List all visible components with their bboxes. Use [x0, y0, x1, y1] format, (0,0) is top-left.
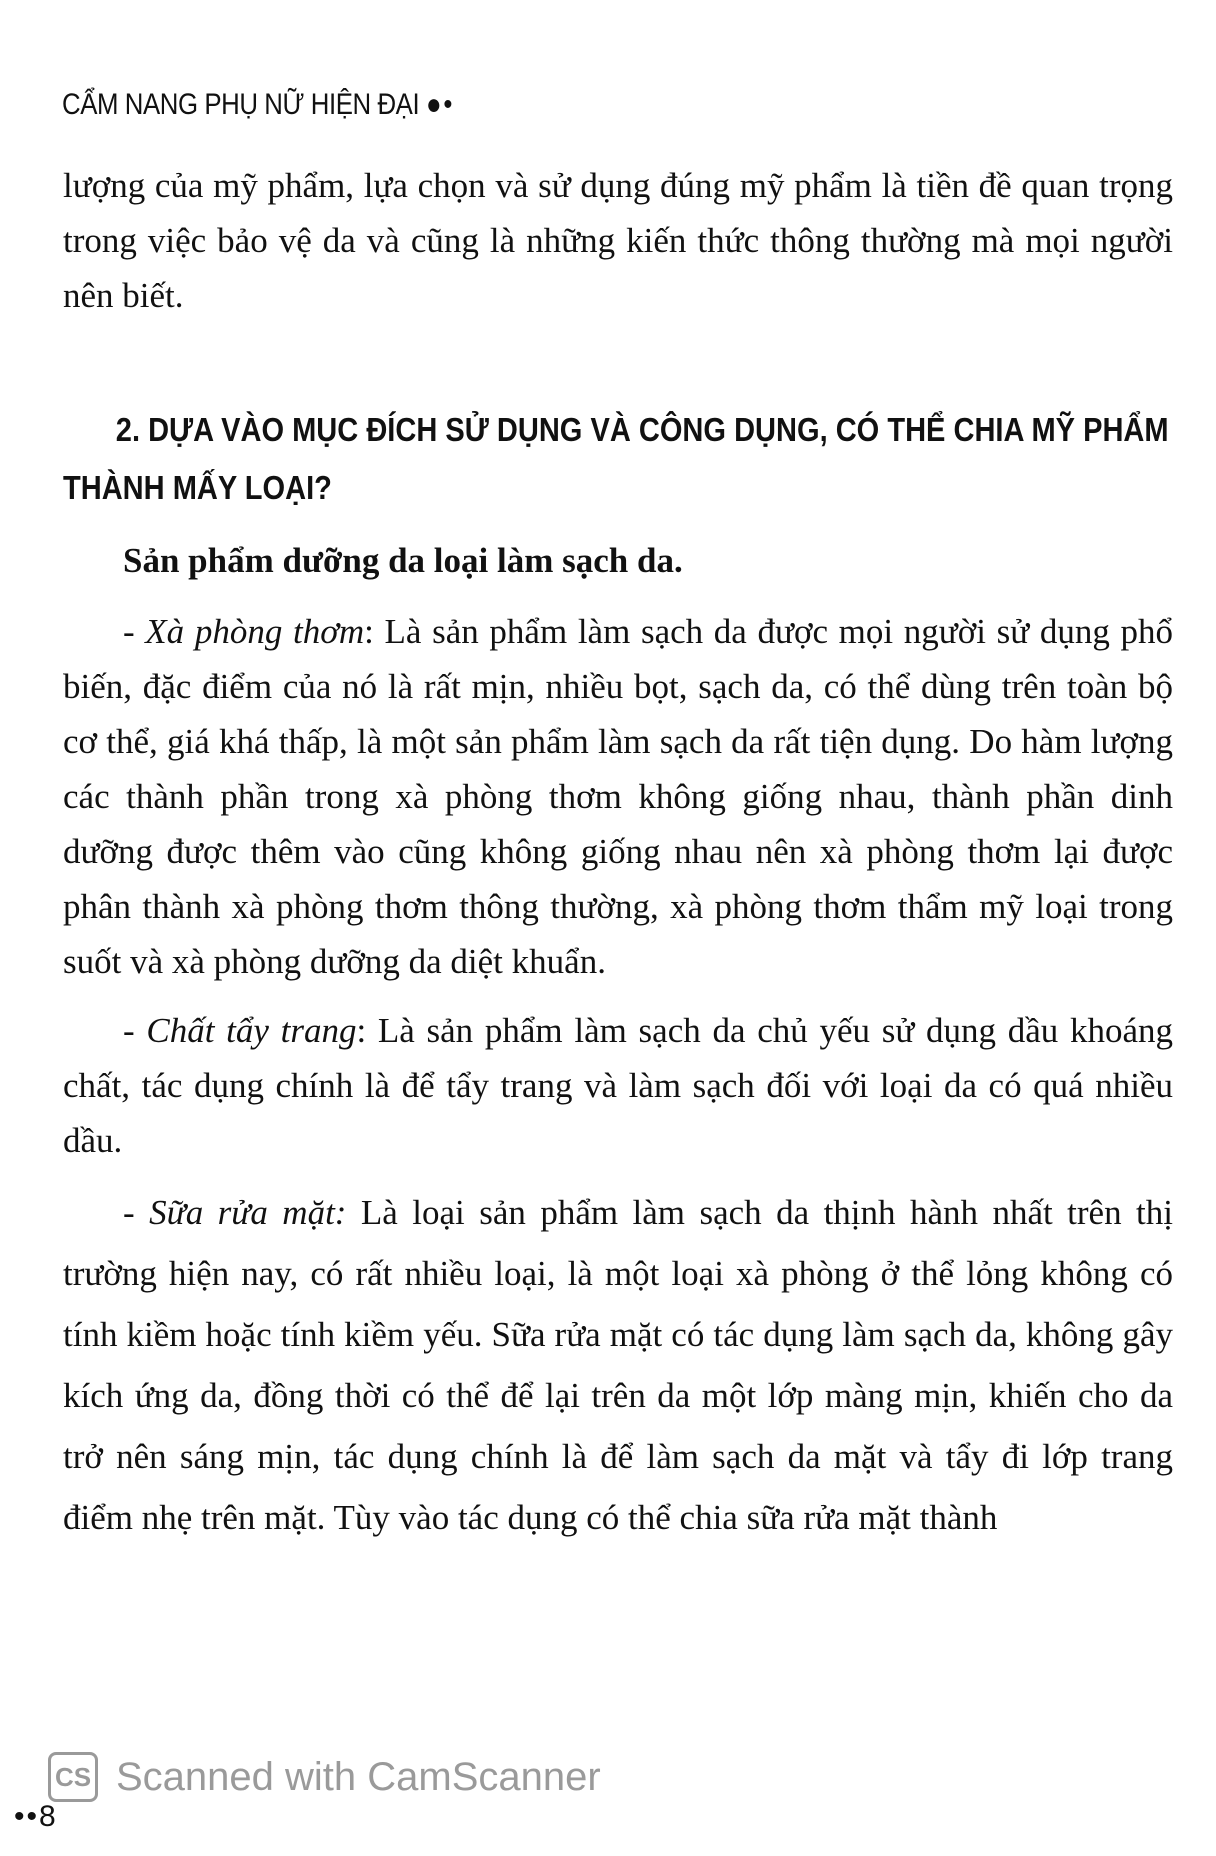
item-makeup-remover-term: - Chất tẩy trang — [123, 1011, 357, 1050]
item-soap — [63, 604, 1173, 989]
footer-dots: •• — [14, 1800, 40, 1833]
watermark-text: Scanned with CamScanner — [116, 1754, 601, 1799]
book-title: CẨM NANG PHỤ NỮ HIỆN ĐẠI — [62, 88, 420, 121]
item-soap-text: : Là sản phẩm làm sạch da được mọi người sử dụng phổ biến, đặc điểm của nó là rất mịn, nhiều bọt, sạch da, có thể dùng trên toàn bộ cơ thể, giá khá thấp, là một sản phẩm làm sạch da rất tiện dụng. Do hàm lượng các thành phần trong xà phòng thơm không giống nhau, thành phần dinh dưỡng được thêm vào cũng không giống nhau nên xà phòng thơm lại được phân thành xà phòng thơm thông thường, xà phòng thơm thẩm mỹ loại trong suốt và xà phòng dưỡng da diệt khuẩn. — [63, 612, 1173, 981]
running-header — [62, 88, 454, 122]
subheading: Sản phẩm dưỡng da loại làm sạch da. — [123, 541, 683, 580]
header-dots: ●• — [426, 88, 455, 121]
item-makeup-remover — [63, 1003, 1173, 1168]
camscanner-watermark — [48, 1752, 601, 1802]
item-makeup-remover-text: : Là sản phẩm làm sạch da chủ yếu sử dụng dầu khoáng chất, tác dụng chính là để tẩy trang và làm sạch đối với loại da có quá nhiều dầu. — [63, 1011, 1173, 1160]
page-number: 8 — [39, 1800, 58, 1833]
camscanner-logo-icon: CS — [48, 1752, 98, 1802]
page-content — [63, 158, 1173, 1548]
item-face-wash — [63, 1182, 1173, 1548]
page-footer — [14, 1800, 58, 1834]
intro-paragraph: lượng của mỹ phẩm, lựa chọn và sử dụng đúng mỹ phẩm là tiền đề quan trọng trong việc bảo vệ da và cũng là những kiến thức thông thường mà mọi người nên biết. — [63, 166, 1173, 315]
item-face-wash-text: Là loại sản phẩm làm sạch da thịnh hành nhất trên thị trường hiện nay, có rất nhiều loại, là một loại xà phòng ở thể lỏng không có tính kiềm hoặc tính kiềm yếu. Sữa rửa mặt có tác dụng làm sạch da, không gây kích ứng da, đồng thời có thể để lại trên da một lớp màng mịn, khiến cho da trở nên sáng mịn, tác dụng chính là để làm sạch da mặt và tẩy đi lớp trang điểm nhẹ trên mặt. Tùy vào tác dụng có thể chia sữa rửa mặt thành — [63, 1193, 1173, 1537]
item-face-wash-term: - Sữa rửa mặt: — [123, 1193, 347, 1232]
section-heading: 2. DỰA VÀO MỤC ĐÍCH SỬ DỤNG VÀ CÔNG DỤNG, CÓ THỂ CHIA MỸ PHẨM THÀNH MẤY LOẠI? — [63, 411, 1169, 506]
item-soap-term: - Xà phòng thơm — [123, 612, 365, 651]
